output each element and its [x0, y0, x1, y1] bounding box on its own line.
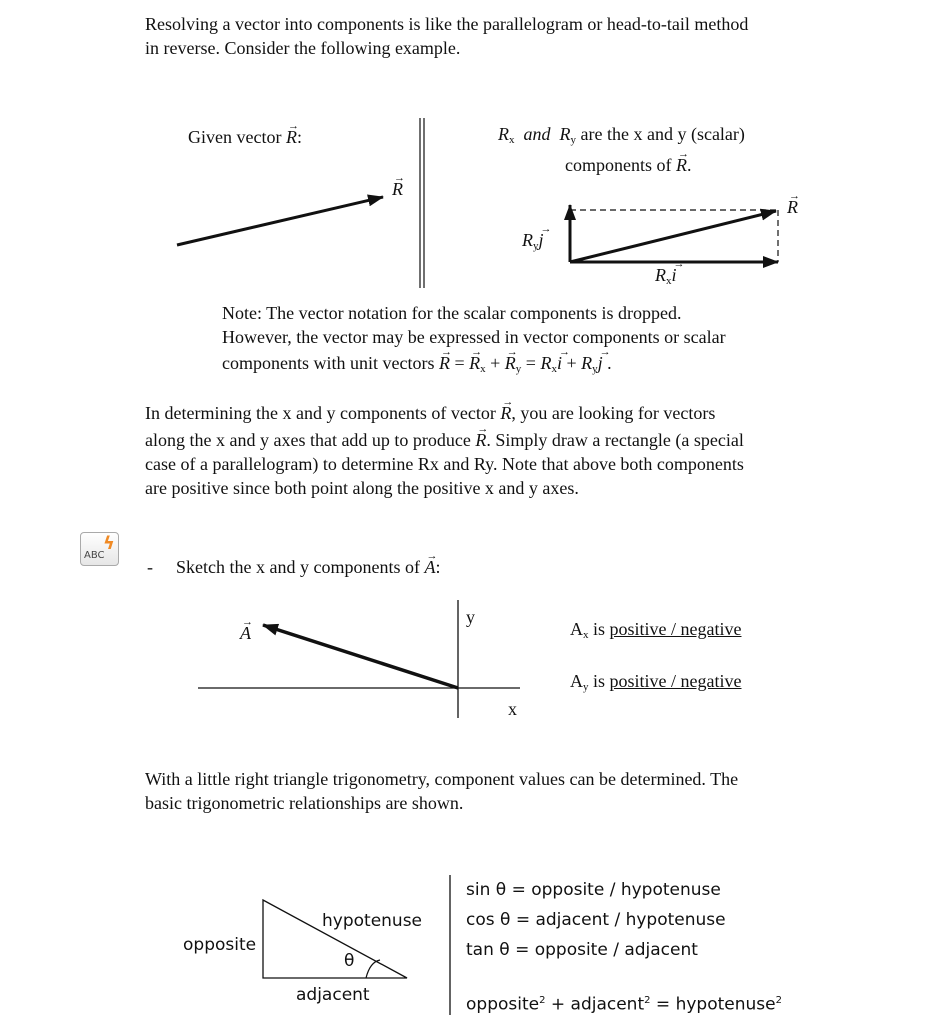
bullet: -: [147, 557, 153, 577]
para2-line-3: case of a parallelogram) to determine Rx and Ry. Note that above both components: [145, 454, 744, 474]
x-axis-label: x: [508, 699, 517, 719]
cos-formula: cos θ = adjacent / hypotenuse: [466, 910, 726, 930]
ay-question: $A_y$ is positive / negative: [570, 671, 742, 693]
vector-a-label: → A: [240, 622, 251, 644]
components-header-line-2: components of → R.: [565, 154, 691, 176]
sin-formula: sin θ = opposite / hypotenuse: [466, 880, 721, 900]
vector-a-arrow: [263, 625, 458, 688]
ax-question: $A_x$ is positive / negative: [570, 619, 742, 641]
para2-line-1: In determining the x and y components of vector → R, you are looking for vectors: [145, 402, 715, 424]
theta-label: θ: [344, 951, 355, 971]
hypotenuse-label: hypotenuse: [322, 911, 423, 931]
intro-line-2: in reverse. Consider the following example.: [145, 38, 461, 58]
para3-line-1: With a little right triangle trigonometry, component values can be determined. The: [145, 769, 739, 789]
adjacent-label: adjacent: [296, 985, 370, 1005]
note-line-3: components with unit vectors → R = → $R_x$ + → $R_y = R_x\to i + R_y\to j$ .: [222, 352, 612, 380]
rect-r-label: → R: [787, 196, 798, 218]
spellcheck-icon[interactable]: ABC ϟ: [80, 532, 119, 566]
ry-j-label: $R_y\to j$: [522, 229, 544, 257]
ax-choice[interactable]: positive / negative: [609, 619, 742, 639]
para3-line-2: basic trigonometric relationships are shown.: [145, 793, 464, 813]
divider-double-line: [420, 118, 424, 288]
para2-line-2: along the x and y axes that add up to produce → R. Simply draw a rectangle (a special: [145, 429, 744, 451]
vector-r-arrow: [177, 197, 383, 245]
y-axis-label: y: [466, 607, 475, 627]
components-header-line-1: $R_x$ and $R_y$ are the x and y (scalar): [498, 124, 745, 146]
given-vector-label: Given vector → R:: [188, 126, 302, 148]
sketch-prompt: Sketch the x and y components of → A:: [176, 556, 440, 578]
note-line-1: Note: The vector notation for the scalar components is dropped.: [222, 303, 682, 323]
vector-r-label: → R: [392, 178, 403, 200]
rx-i-label: $R_x\to i$: [655, 264, 677, 292]
para2-line-4: are positive since both point along the positive x and y axes.: [145, 478, 579, 498]
note-line-2: However, the vector may be expressed in vector components or scalar: [222, 327, 726, 347]
intro-line-1: Resolving a vector into components is like the parallelogram or head-to-tail method: [145, 14, 749, 34]
opposite-label: opposite: [183, 935, 257, 955]
tan-formula: tan θ = opposite / adjacent: [466, 940, 698, 960]
pythagorean-formula: opposite$^2$ + adjacent$^2$ = hypotenuse$^2$: [466, 994, 782, 1015]
ay-choice[interactable]: positive / negative: [609, 671, 742, 691]
